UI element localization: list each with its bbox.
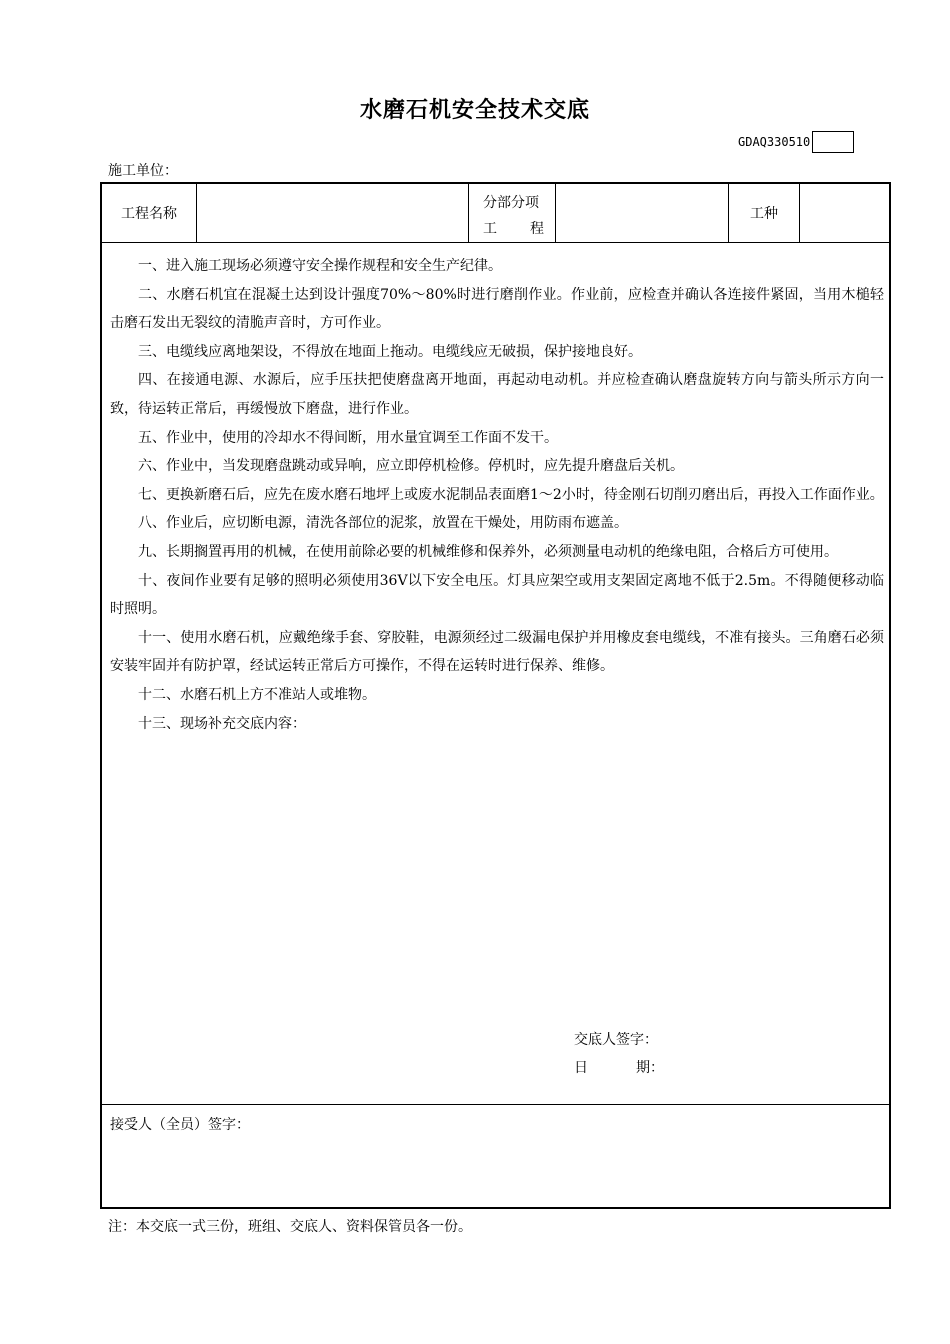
document-title: 水磨石机安全技术交底 (359, 98, 590, 123)
receiver-rule (102, 1104, 889, 1105)
item-2: 二、水磨石机宜在混凝土达到设计强度70%～80%时进行磨削作业。作业前，应检查并确认各连接件紧固，当用木槌轻击磨石发出无裂纹的清脆声音时，方可作业。 (110, 286, 884, 332)
document-code-text: GDAQ330510 (738, 135, 811, 149)
work-type-label: 工种 (750, 206, 778, 222)
receiver-signature-label: 接受人（全员）签字： (110, 1117, 250, 1133)
header-bottom-rule (102, 242, 889, 243)
project-name-label: 工程名称 (121, 206, 177, 222)
item-5: 五、作业中，使用的冷却水不得间断，用水量宜调至工作面不发干。 (138, 429, 558, 446)
item-10: 十、夜间作业要有足够的照明必须使用36V以下安全电压。灯具应架空或用支架固定离地不低于2.5m。不得随便移动临时照明。 (110, 572, 884, 618)
footer-note: 注：本交底一式三份，班组、交底人、资料保管员各一份。 (108, 1219, 472, 1235)
item-8: 八、作业后，应切断电源，清洗各部位的泥浆，放置在干燥处，用防雨布遮盖。 (138, 515, 628, 532)
sub-project-field[interactable] (556, 184, 728, 242)
item-3: 三、电缆线应离地架设，不得放在地面上拖动。电缆线应无破损，保护接地良好。 (138, 343, 642, 360)
item-1: 一、进入施工现场必须遵守安全操作规程和安全生产纪律。 (138, 258, 502, 274)
item-4: 四、在接通电源、水源后，应手压扶把使磨盘离开地面，再起动电动机。并应检查确认磨盘旋转方向与箭头所示方向一致，待运转正常后，再缓慢放下磨盘，进行作业。 (110, 372, 884, 417)
disclosure-content (110, 252, 884, 738)
disclosure-table (100, 182, 891, 1209)
document-code-box[interactable] (812, 131, 854, 153)
document-code (738, 131, 854, 153)
construction-unit-label: 施工单位： (108, 163, 178, 179)
item-13: 十三、现场补充交底内容： (138, 715, 306, 732)
sub-project-label: 分部分项 工 程 (483, 195, 544, 237)
item-9: 九、长期搁置再用的机械，在使用前除必要的机械维修和保养外，必须测量电动机的绝缘电阻，合格后方可使用。 (138, 543, 838, 560)
discloser-signature-label: 交底人签字： (574, 1032, 658, 1048)
item-11: 十一、使用水磨石机，应戴绝缘手套、穿胶鞋，电源须经过二级漏电保护并用橡皮套电缆线，不准有接头。三角磨石必须安装牢固并有防护罩，经试运转正常后方可操作，不得在运转时进行保养、维修。 (110, 629, 884, 675)
date-label: 日 期： (574, 1060, 664, 1076)
item-12: 十二、水磨石机上方不准站人或堆物。 (138, 686, 376, 703)
work-type-field[interactable] (800, 184, 889, 242)
item-6: 六、作业中，当发现磨盘跳动或异响，应立即停机检修。停机时，应先提升磨盘后关机。 (138, 458, 684, 475)
item-7: 七、更换新磨石后，应先在废水磨石地坪上或废水泥制品表面磨1～2小时，待金刚石切削刃磨出后，再投入工作面作业。 (138, 486, 884, 503)
project-name-field[interactable] (197, 184, 467, 242)
